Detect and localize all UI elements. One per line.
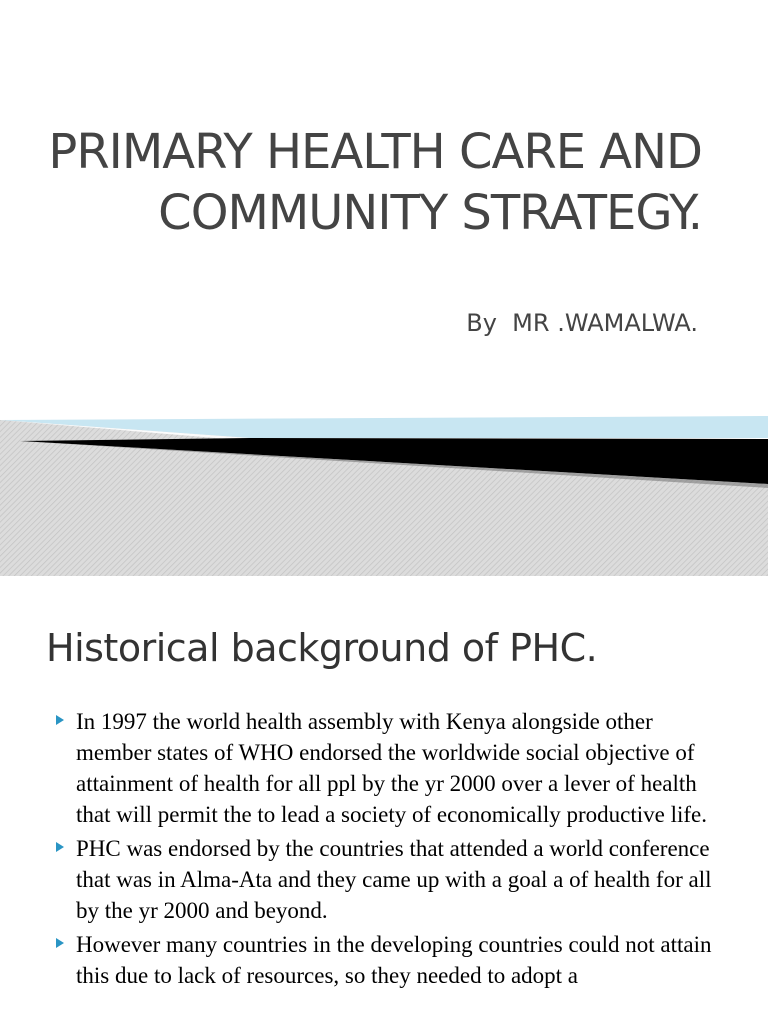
- slide-heading: Historical background of PHC.: [46, 626, 598, 670]
- list-item: [56, 929, 726, 991]
- list-item: [56, 706, 726, 830]
- triangle-bullet-icon: [56, 715, 64, 725]
- bullet-text: However many countries in the developing countries could not attain this due to lack of resources, so they needed to adopt a: [76, 932, 712, 988]
- slide-title: PRIMARY HEALTH CARE AND COMMUNITY STRATEGY.: [48, 124, 702, 241]
- triangle-bullet-icon: [56, 938, 64, 948]
- list-item: [56, 833, 726, 926]
- slide-subtitle: By MR .WAMALWA.: [466, 309, 698, 337]
- content-slide: [0, 576, 768, 1024]
- bullet-text: In 1997 the world health assembly with Kenya alongside other member states of WHO endorsed the worldwide social objective of attainment of health for all ppl by the yr 2000 over a lever of health that will permit the to lead a society of economically productive life.: [76, 709, 708, 827]
- decorative-band: [0, 386, 768, 576]
- bullet-list: [56, 706, 726, 994]
- triangle-bullet-icon: [56, 842, 64, 852]
- bullet-text: PHC was endorsed by the countries that attended a world conference that was in Alma-Ata and they came up with a goal a of health for all by the yr 2000 and beyond.: [76, 836, 712, 923]
